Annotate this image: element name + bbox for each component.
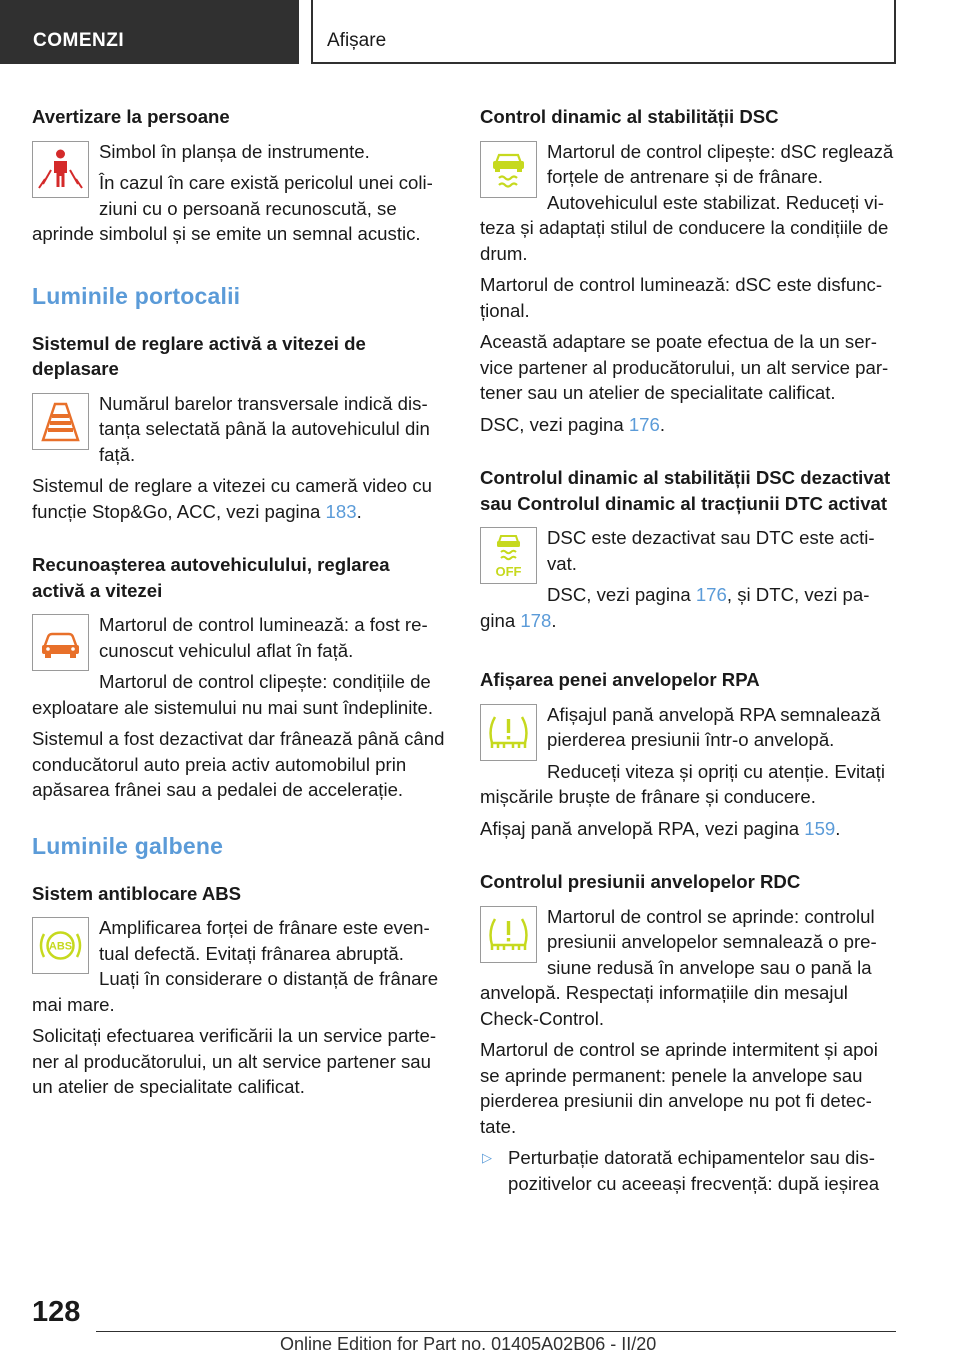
- dsc-off-text-1: DSC este dezactivat sau DTC este activat.: [547, 527, 875, 574]
- tire-pressure-icon: [480, 704, 537, 761]
- distance-bars-icon: [32, 393, 89, 450]
- vehicle-recognition-text-2: Martorul de control clipește: condițiile de exploatare ale sistemului nu mai sunt îndeplinite.: [32, 671, 434, 718]
- rdc-bullet-text: Perturbație datorată echipamentelor sau dispozitivelor cu aceeași frecvență: după ieșirea: [508, 1147, 880, 1194]
- abs-text-1: Amplificarea forței de frânare este eventual defectă. Evitați frânarea abruptă. Luați în considerare o distanță de frânare mai mare.: [32, 917, 439, 1015]
- dsc-icon: [480, 141, 537, 198]
- persons-warning-text-2: În cazul în care există pericolul unei coliziuni cu o persoană recunoscută, se aprinde simbolul și se emite un semnal acustic.: [32, 172, 433, 244]
- page-link-176[interactable]: 176: [695, 584, 727, 605]
- svg-text:ABS: ABS: [48, 940, 73, 953]
- rdc-text-1: Martorul de control se aprinde: controlul presiunii anvelopelor semnalează o presiune redusă în anvelope sau o pană la anvelopă. Respectați informațiile din mesajul Check-Control.: [480, 905, 877, 1029]
- speed-control-title: Sistemul de reglare activă a vitezei de deplasare: [32, 332, 366, 379]
- dsc-off-section: [480, 465, 898, 639]
- section-title: COMENZI: [33, 30, 125, 51]
- page-link-183[interactable]: 183: [325, 500, 357, 522]
- dsc-off-icon: [480, 527, 537, 584]
- persons-warning-section: [32, 104, 446, 253]
- dsc-section: [480, 104, 898, 437]
- rdc-section: [480, 869, 898, 1196]
- speed-control-section: [32, 331, 446, 525]
- rdc-text-2: Martorul de control se aprinde intermitent și apoi se aprinde permanent: penele la anvelope sau pierderea presiunii din anvelope nu pot fi detectate.: [480, 1039, 878, 1137]
- yellow-lights-heading: Luminile galbene: [32, 832, 224, 859]
- footer-divider: [96, 1331, 896, 1332]
- subsection-tab: [311, 0, 896, 64]
- abs-section: [32, 881, 446, 1100]
- dsc-title: Control dinamic al stabilității DSC: [480, 106, 779, 127]
- speed-control-text-2: Sistemul de reglare a vitezei cu cameră video cu funcție Stop&Go, ACC, vezi pagina 183.: [32, 475, 432, 522]
- rdc-bullet: [480, 1145, 898, 1196]
- dsc-off-text-2: DSC, vezi pagina 176, și DTC, vezi pagina 178.: [480, 584, 870, 631]
- right-column: [480, 104, 898, 1224]
- vehicle-recognition-text-3: Sistemul a fost dezactivat dar frânează până când conducătorul auto preia activ automobilul prin apăsarea frânei sau a pedalei de accelerație.: [32, 728, 445, 800]
- dsc-text-2: Martorul de control luminează: dSC este disfuncțional.: [480, 274, 883, 321]
- dsc-text-3: Această adaptare se poate efectua de la un service partener al producătorului, un alt service partener sau un atelier de specialitate calificat.: [480, 331, 889, 403]
- page-link-159[interactable]: 159: [804, 817, 836, 839]
- subsection-title: Afișare: [327, 30, 387, 51]
- vehicle-recognition-title: Recunoașterea autovehiculului, reglarea activă a vitezei: [32, 554, 390, 601]
- dsc-text-1: Martorul de control clipește: dSC reglează forțele de antrenare și de frânare. Autovehiculul este stabilizat. Reduceți viteza și adaptați stilul de conducere la condițiile de drum.: [480, 140, 894, 264]
- car-icon: [32, 614, 89, 671]
- rpa-text-1: Afișajul pană anvelopă RPA semnalează pierderea presiunii într-o anvelopă.: [547, 703, 881, 750]
- tire-pressure-icon: [480, 906, 537, 963]
- vehicle-recognition-section: [32, 552, 446, 803]
- svg-text:OFF: OFF: [495, 564, 522, 579]
- dsc-off-title: Controlul dinamic al stabilității DSC dezactivat sau Controlul dinamic al tracțiunii DTC activat: [480, 467, 891, 514]
- triangle-bullet-icon: ▷: [482, 1150, 492, 1165]
- dsc-text-4: DSC, vezi pagina 176.: [480, 413, 666, 435]
- orange-lights-heading: Luminile portocalii: [32, 282, 241, 309]
- rpa-section: [480, 667, 898, 841]
- persons-warning-title: Avertizare la persoane: [32, 106, 230, 127]
- speed-control-text-1: Numărul barelor transversale indică distanța selectată până la autovehiculul din față.: [99, 392, 430, 465]
- page-link-176[interactable]: 176: [628, 413, 660, 435]
- persons-warning-text-1: Simbol în planșa de instrumente.: [99, 140, 370, 162]
- edition-info: Online Edition for Part no. 01405A02B06 - II/20: [280, 1334, 657, 1354]
- abs-title: Sistem antiblocare ABS: [32, 882, 242, 904]
- abs-icon: [32, 917, 89, 974]
- section-tab: [0, 0, 299, 64]
- rpa-text-2: Reduceți viteza și opriți cu atenție. Evitați mișcările bruște de frânare și conducere.: [480, 760, 885, 807]
- person-warning-icon: [32, 141, 89, 198]
- page-link-178[interactable]: 178: [520, 609, 552, 631]
- page-number: 128: [32, 1296, 81, 1328]
- left-column: [32, 104, 446, 1128]
- rpa-title: Afișarea penei anvelopelor RPA: [480, 669, 760, 690]
- rdc-title: Controlul presiunii anvelopelor RDC: [480, 871, 801, 892]
- rpa-text-3: Afișaj pană anvelopă RPA, vezi pagina 159.: [480, 817, 841, 839]
- abs-text-2: Solicitați efectuarea verificării la un service partener al producătorului, un alt service partener sau un atelier de specialitate calificat.: [32, 1025, 437, 1097]
- vehicle-recognition-text-1: Martorul de control luminează: a fost recunoscut vehiculul aflat în față.: [99, 614, 428, 661]
